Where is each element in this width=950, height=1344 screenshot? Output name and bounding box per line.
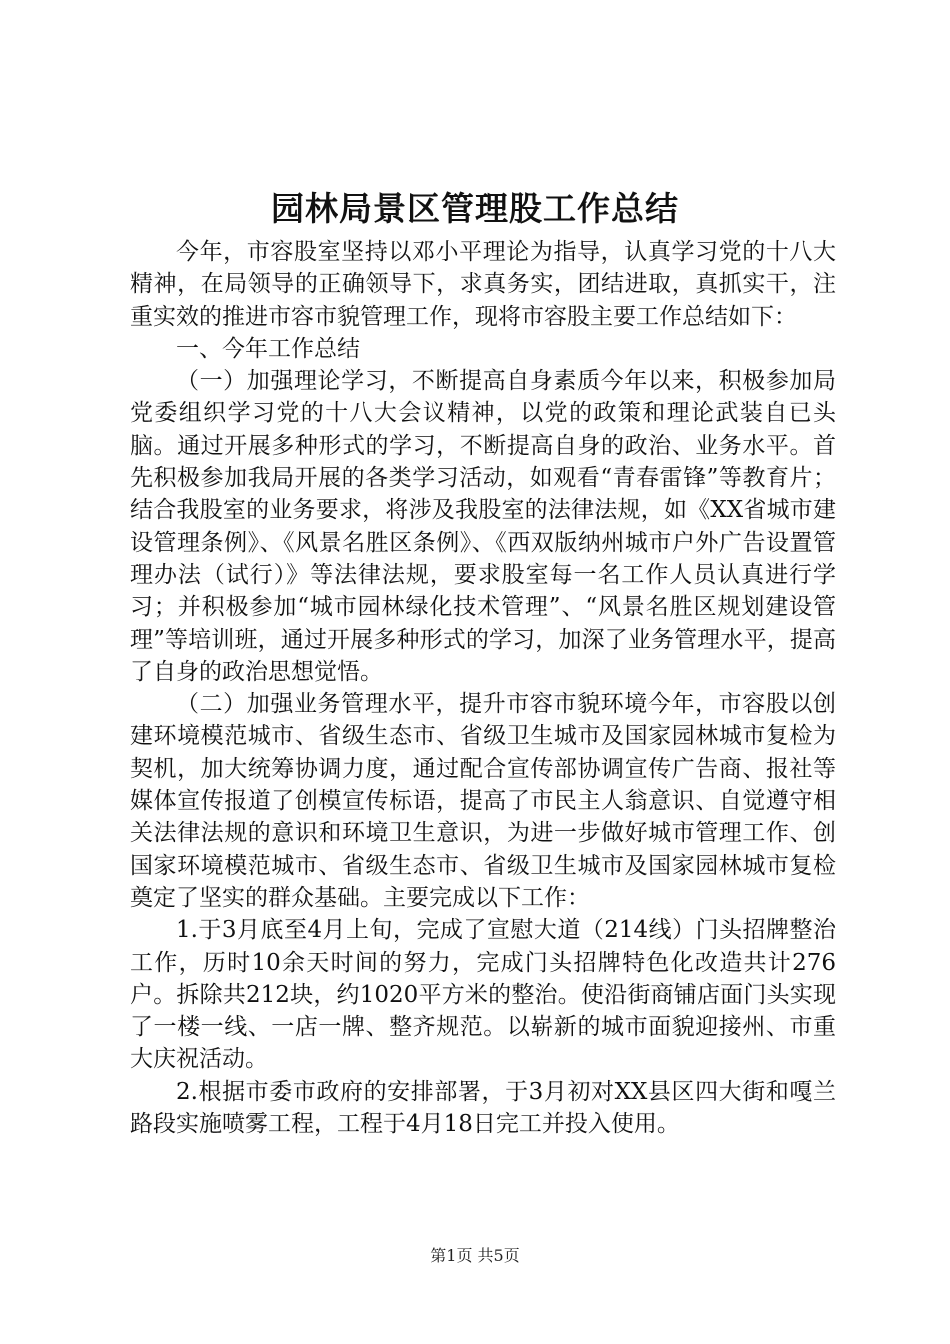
paragraph-item-2: 2.根据市委市政府的安排部署，于3月初对XX县区四大街和嘎兰路段实施喷雾工程，工程于4月18日完工并投入使用。 bbox=[130, 1078, 836, 1138]
paragraph-item-1: 1.于3月底至4月上旬，完成了宣慰大道（214线）门头招牌整治工作，历时10余天时间的努力，完成门头招牌特色化改造共计276户。拆除共212块，约1020平方米的整治。使沿街商铺店面门头实现了一楼一线、一店一牌、整齐规范。以崭新的城市面貌迎接州、市重大庆祝活动。 bbox=[130, 917, 836, 1073]
page-footer: 第1页 共5页 bbox=[430, 1246, 520, 1265]
paragraph-theory-study: （一）加强理论学习，不断提高自身素质今年以来，积极参加局党委组织学习党的十八大会议精神，以党的政策和理论武装自已头脑。通过开展多种形式的学习，不断提高自身的政治、业务水平。首先积极参加我局开展的各类学习活动，如观看“青春雷锋”等教育片；结合我股室的业务要求，将涉及我股室的法律法规，如《XX省城市建设管理条例》、《风景名胜区条例》、《西双版纳州城市户外广告设置管理办法（试行）》等法律法规，要求股室每一名工作人员认真进行学习；并积极参加“城市园林绿化技术管理”、“风景名胜区规划建设管理”等培训班，通过开展多种形式的学习，加深了业务管理水平，提高了自身的政治思想觉悟。 bbox=[130, 368, 836, 685]
document-title: 园林局景区管理股工作总结 bbox=[271, 189, 679, 228]
paragraph-business-management: （二）加强业务管理水平，提升市容市貌环境今年，市容股以创建环境模范城市、省级生态市、省级卫生城市及国家园林城市复检为契机，加大统筹协调力度，通过配合宣传部协调宣传广告商、报社等媒体宣传报道了创模宣传标语，提高了市民主人翁意识、自觉遵守相关法律法规的意识和环境卫生意识，为进一步做好城市管理工作、创国家环境模范城市、省级生态市、省级卫生城市及国家园林城市复检奠定了坚实的群众基础。主要完成以下工作： bbox=[130, 691, 836, 911]
section-heading: 一、今年工作总结 bbox=[176, 335, 360, 362]
intro-paragraph: 今年，市容股室坚持以邓小平理论为指导，认真学习党的十八大精神，在局领导的正确领导下，求真务实，团结进取，真抓实干，注重实效的推进市容市貌管理工作，现将市容股主要工作总结如下： bbox=[130, 239, 836, 330]
document-body bbox=[130, 236, 836, 1140]
